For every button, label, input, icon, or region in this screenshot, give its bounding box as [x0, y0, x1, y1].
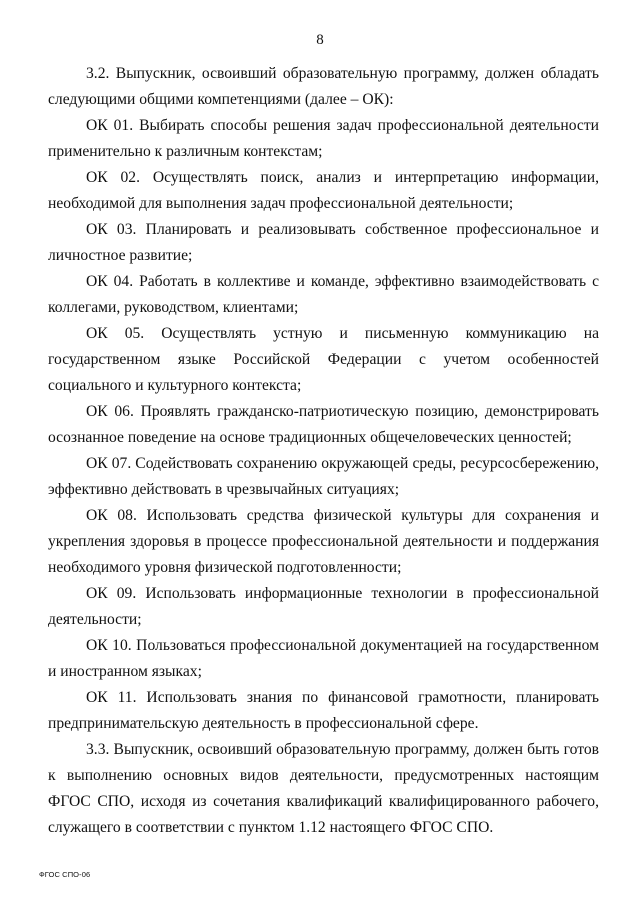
paragraph-ok-03: ОК 03. Планировать и реализовывать собственное профессиональное и личностное развитие; [48, 221, 599, 264]
paragraph-ok-02: ОК 02. Осуществлять поиск, анализ и интерпретацию информации, необходимой для выполнения задач профессиональной деятельности; [48, 169, 599, 212]
page-number: 8 [316, 32, 324, 48]
paragraph-ok-10: ОК 10. Пользоваться профессиональной документацией на государственном и иностранном языках; [48, 637, 599, 680]
paragraph-3-3: 3.3. Выпускник, освоивший образовательную программу, должен быть готов к выполнению основных видов деятельности, предусмотренных настоящим ФГОС СПО, исходя из сочетания квалификаций квалифицированного рабочего, служащего в соответствии с пунктом 1.12 настоящего ФГОС СПО. [48, 741, 599, 836]
document-body [48, 61, 599, 841]
paragraph-ok-08: ОК 08. Использовать средства физической культуры для сохранения и укрепления здоровья в процессе профессиональной деятельности и поддержания необходимого уровня физической подготовленности; [48, 507, 599, 576]
paragraph-ok-09: ОК 09. Использовать информационные технологии в профессиональной деятельности; [48, 585, 599, 628]
paragraph-ok-04: ОК 04. Работать в коллективе и команде, эффективно взаимодействовать с коллегами, руководством, клиентами; [48, 273, 599, 316]
paragraph-ok-06: ОК 06. Проявлять гражданско-патриотическую позицию, демонстрировать осознанное поведение на основе традиционных общечеловеческих ценностей; [48, 403, 599, 446]
document-footer-code: ФГОС СПО-06 [39, 870, 91, 879]
paragraph-ok-01: ОК 01. Выбирать способы решения задач профессиональной деятельности применительно к различным контекстам; [48, 117, 599, 160]
paragraph-ok-05: ОК 05. Осуществлять устную и письменную коммуникацию на государственном языке Российской Федерации с учетом особенностей социального и культурного контекста; [48, 325, 599, 394]
paragraph-ok-11: ОК 11. Использовать знания по финансовой грамотности, планировать предпринимательскую деятельность в профессиональной сфере. [48, 689, 599, 732]
paragraph-ok-07: ОК 07. Содействовать сохранению окружающей среды, ресурсосбережению, эффективно действовать в чрезвычайных ситуациях; [48, 455, 599, 498]
paragraph-3-2-intro: 3.2. Выпускник, освоивший образовательную программу, должен обладать следующими общими компетенциями (далее – ОК): [48, 65, 599, 108]
